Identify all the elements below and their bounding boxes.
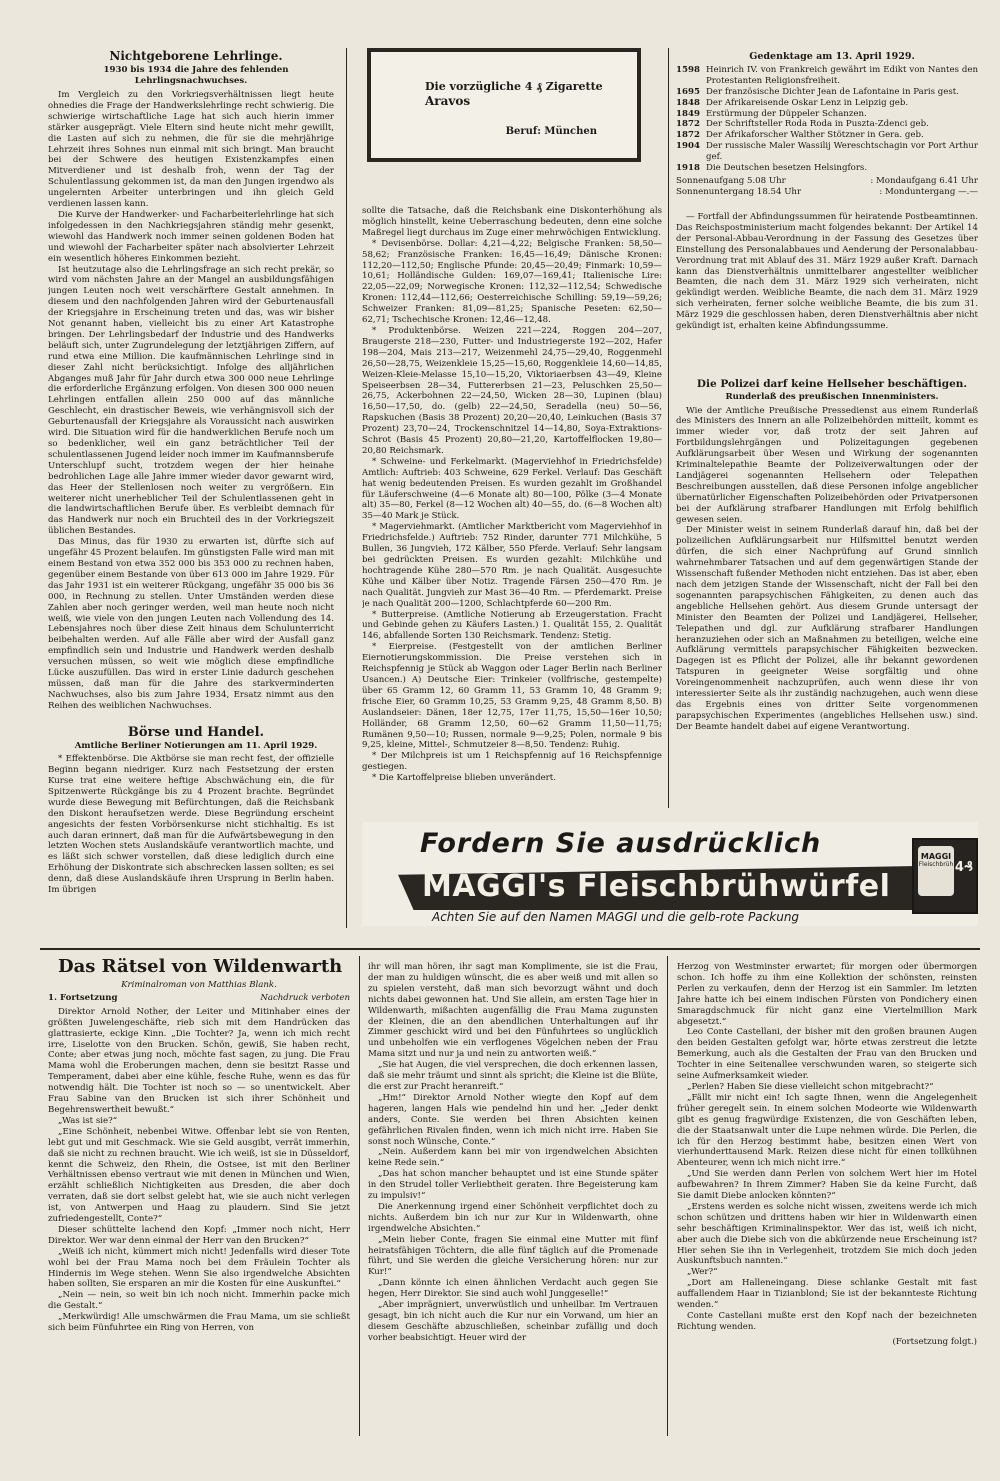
- article-polizei-title: Die Polizei darf keine Hellseher beschäftigen.: [696, 378, 968, 390]
- novel-paragraph: „Dann könnte ich einen ähnlichen Verdacht auch gegen Sie hegen, Herr Direktor. Sie sind auch wohl Junggeselle!“: [368, 1278, 658, 1300]
- novel-paragraph: „Weiß ich nicht, kümmert mich nicht! Jedenfalls wird dieser Tote wohl bei der Frau Mama noch bei dem Fräulein Tochter als Hindernis im Wege stehen. Wenn Sie also irgendwelche Absichten haben sollten, Sie ersparen an mir die Kosten für eine Auskunftei.“: [48, 1246, 350, 1290]
- market-report-column: [362, 206, 662, 806]
- novel-paragraph: Dieser schüttelte lachend den Kopf: „Immer noch nicht, Herr Direktor. Wer war denn einmal der Herr van den Brucken?“: [48, 1224, 350, 1246]
- novel-title: Das Rätsel von Wildenwarth: [58, 956, 343, 977]
- market-milch: * Der Milchpreis ist um 1 Reichspfennig auf 16 Reichspfennige gestiegen.: [362, 751, 662, 773]
- novel-paragraph: „Dort am Halleneingang. Diese schlanke Gestalt mit fast auffallendem Haar in Tizianblond; Sie ist der bekannteste Richtung wenden.“: [677, 1278, 977, 1311]
- novel-paragraph: „Wer?“: [687, 1267, 718, 1278]
- novel-meta: [48, 993, 350, 1004]
- article-boerse-title: Börse und Handel.: [127, 724, 265, 740]
- article-polizei-paragraph: Wie der Amtliche Preußische Pressedienst aus einem Runderlaß des Ministers des Innern an alle Polizeibehörden mitteilt, kommt es immer wieder vor, daß trotz der seit Jahren auf Fortbildungslehrgängen und Polizeitagungen gegebenen Aufklärungsarbeit über Wesen und Wirkung der sogenannten Kriminaltelepathie Beamte der Polizeiverwaltungen oder der Landjägerei sogenannten Hellsehern oder Telepathen Beschreibungen ausstellen, daß diese Personen infolge angeblicher übernatürlicher Eigenschaften Polizeibehörden oder Privatpersonen bei der Aufklärung strafbarer Handlungen mit Erfolg behilflich gewesen seien.: [676, 405, 978, 525]
- sun-times: [676, 176, 978, 187]
- maggi-ad-headline: Fordern Sie ausdrücklich: [420, 828, 822, 859]
- aravos-ad: [367, 48, 641, 162]
- article-polizei-paragraph: Der Minister weist in seinem Runderlaß darauf hin, daß bei der polizeilichen Aufklärungsarbeit nur Hilfsmittel benutzt werden dürfen, die sich einer Nachprüfung auf Grund sinnlich wahrnehmbarer Tatsachen und auf dem gegenwärtigen Stande der Wissenschaft fußender Methoden nicht entziehen. Das ist aber, eben nach dem jetzigen Stande der Wissenschaft, nicht der Fall bei den sogenannten parapsychischen Fähigkeiten, zu denen auch das angebliche Hellsehen gehört. Aus diesem Grunde untersagt der Minister den Beamten der Polizei und Landjägerei, Hellseher, Telepathen und dgl. zur Aufklärung strafbarer Handlungen heranzuziehen oder sich an Maßnahmen zu beteiligen, welche eine Aufklärung vermittels parapsychischer Fähigkeiten bezwecken. Dagegen ist es Pflicht der Polizei, alle ihr bekannt gewordenen Tatspuren in geeigneter Weise sorgfältig und ohne Voreingenommenheit nachzuprüfen, auch wenn diese ihr von interessierter Seite als ihr zuständig nachzugehen, auch wenn diese das Ergebnis eines von dritter Seite vorgenommenen parapsychischen Experimentes (angebliches Hellsehen usw.) sind. Der Beamte handelt dabei auf eigene Verantwortung.: [676, 525, 978, 732]
- article-lehrlinge-subtitle: 1930 bis 1934 die Jahre des fehlenden Lehrlingsnachwuchses.: [103, 65, 289, 86]
- novel-byline: Kriminalroman von Matthias Blank.: [121, 980, 277, 990]
- market-eier: * Eierpreise. (Festgestellt von der amtlichen Berliner Eiernotierungskommission. Die Preise verstehen sich in Reichspfennig je Stück ab Waggon oder Lager Berlin nach Berliner Usancen.) A) Deutsche Eier: Trinkeier (vollfrische, gestempelte) über 65 Gramm 12, 60 Gramm 11, 53 Gramm 10, 48 Gramm 9; frische Eier, 60 Gramm 10,25, 53 Gramm 9,25, 48 Gramm 8,50. B) Auslandseier: Dänen, 18er 12,75, 17er 11,75, 15,50—16er 10,50; Holländer, 68 Gramm 12,50, 60—62 Gramm 11,50—11,75; Rumänen 9,50—10; Russen, normale 9—9,25; Polen, normale 9 bis 9,25, kleine, Mittel-, Schmutzeier 8—8,50. Tendenz: Ruhig.: [362, 642, 662, 751]
- novel-paragraph: „Nein. Außerdem kann bei mir von irgendwelchen Absichten keine Rede sein.“: [368, 1147, 658, 1169]
- novel-column-1: [48, 956, 350, 1441]
- gedenktage-item: 1849 Erstürmung der Düppeler Schanzen.: [676, 108, 867, 119]
- novel-paragraph: Die Anerkennung irgend einer Schönheit verpflichtet doch zu nichts. Außerdem bin ich nur zur Kur in Wildenwarth, ohne irgendwelche Absichten.“: [368, 1201, 658, 1234]
- aravos-ad-origin: Beruf: München: [505, 126, 597, 137]
- novel-paragraph: „Aber imprägniert, unverwüstlich und unheilbar. Im Vertrauen gesagt, bin ich nicht auch die Kur nur ein Vorwand, um hier an diesem Geschäfte abzuschließen, scheinbar zufällig und doch vorher beabsichtigt. Heuer wird der: [368, 1300, 658, 1343]
- aravos-ad-headline: Die vorzügliche 4 ₰ Zigarette: [425, 80, 603, 93]
- gedenktage-item: 1872 Der Schriftsteller Roda Roda in Puszta-Zdenci geb.: [676, 119, 929, 130]
- moonrise: : Mondaufgang 6.41 Uhr: [870, 175, 978, 186]
- gedenktage-column: [676, 52, 978, 212]
- novel-paragraph: „Das hat schon mancher behauptet und ist eine Stunde später in den Strudel toller Verliebtheit geraten. Ihre Begeisterung kam zu impulsiv!“: [368, 1169, 658, 1202]
- maggi-ad-brand: MAGGI's Fleischbrühwürfel: [422, 869, 891, 904]
- novel-column-3: [677, 962, 977, 1440]
- article-lehrlinge-paragraph: Ist heutzutage also die Lehrlingsfrage an sich recht prekär, so wird vom nächsten Jahre an der Mangel an ausbildungsfähigen jungen Leuten noch weit verschärftere Gestalt annehmen. In diesem und den nachfolgenden Jahren wird der Geburtenausfall der Kriegsjahre in Erscheinung treten und das, was wir bisher Not genannt haben, vielleicht bis zu einer Art Katastrophe bringen. Der Lehrlingsbedarf der Industrie und des Handwerks beläuft sich, unter Zugrundelegung der letztjährigen Ziffern, auf rund etwa eine Million. Die kaufmännischen Lehrlinge sind in dieser Zahl nicht berücksichtigt. Infolge des alljährlichen Abganges muß Jahr für Jahr durch etwa 300 000 neue Lehrlinge die erforderliche Ergänzung erfolgen. Von diesen 300 000 neuen Lehrlingen entfallen allein 250 000 auf das männliche Geschlecht, ein drastischer Beweis, wie verhängnisvoll sich der Geburtenausfall der Kriegsjahre als Voraussicht nach auswirken wird. Die Situation wird für die handwerklichen Berufe noch um so bedenklicher, weil ein ganz beträchtlicher Teil der schulentlassenen Jugend leider noch immer im Kaufmannsberufe Unterschlupf sucht, trotzdem wegen der hier heinahe bedrohlichen Lage alle Jahre immer wieder davor gewarnt wird, das Heer der Stellenlosen noch weiter zu vergrößern. Ein weiterer nicht unerheblicher Teil der Schulentlassenen geht in die landwirtschaftlichen Berufe über. Es verbleibt demnach für das Handwerk nur noch ein Bruchteil des in der Vorkriegszeit üblichen Bestandes.: [48, 264, 334, 537]
- gedenktage-item: 1695 Der französische Dichter Jean de Lafontaine in Paris gest.: [676, 86, 959, 97]
- novel-paragraph: „Sie hat Augen, die viel versprechen, die doch erkennen lassen, daß sie mehr träumt und sinnt als spricht; die Kleine ist die Blüte, die erst zur Pracht heranreift.“: [368, 1060, 658, 1092]
- market-schweine: * Schweine- und Ferkelmarkt. (Magerviehhof in Friedrichsfelde) Amtlich: Auftrieb: 403 Schweine, 629 Ferkel. Verlauf: Das Geschäft hat wenig bedeutenden Preisen. Es wurden gezahlt im Großhandel für Läuferschweine (4—6 Monate alt) 80—100, Pölke (3—4 Monate alt) 35—80, Ferkel (8—12 Wochen alt) 40—55, do. (6—8 Wochen alt) 35—40 Mark je Stück.: [362, 456, 662, 522]
- novel-paragraph: „Mein lieber Conte, fragen Sie einmal eine Mutter mit fünf heiratsfähigen Töchtern, die alle fünf täglich auf die Promenade führt, und Sie werden die gleiche Versicherung hören: nur zur Kur!“: [368, 1234, 658, 1278]
- column-divider: [346, 48, 347, 928]
- aravos-ad-brand: Aravos: [425, 94, 471, 108]
- novel-paragraph: „Hm!“ Direktor Arnold Nother wiegte den Kopf auf dem hageren, langen Hals wie pendelnd hin und her. „Jeder denkt anders, Conte. Sie werden bei Ihren Absichten keinen gefährlichen Rivalen finden, wenn ich mich nicht irre. Haben Sie sonst noch Wünsche, Conte.“: [368, 1092, 658, 1147]
- article-lehrlinge-paragraph: Die Kurve der Handwerker- und Facharbeiterlehrlinge hat sich infolgedessen in den Nachkriegsjahren ständig mehr gesenkt, wiewohl das Handwerk noch immer seinen goldenen Boden hat und wiewohl der Facharbeiter später nach absolvierter Lehrzeit ein wesentlich höheres Einkommen bezieht.: [48, 209, 334, 264]
- maggi-pack-brand: MAGGI: [920, 852, 952, 861]
- maggi-pack: [912, 838, 978, 914]
- novel-column-2: [368, 962, 658, 1440]
- novel-paragraph: „Perlen? Haben Sie diese vielleicht schon mitgebracht?“: [687, 1081, 934, 1092]
- gedenktage-item: 1598 Heinrich IV. von Frankreich gewährt im Edikt von Nantes den Protestanten Religionsfreiheit.: [676, 64, 978, 86]
- gedenktage-item: 1918 Die Deutschen besetzen Helsingfors.: [676, 163, 868, 174]
- novel-paragraph: Leo Conte Castellani, der bisher mit den großen braunen Augen den beiden Gestalten gefolgt war, hörte etwas zerstreut die letzte Bemerkung, auch als die Gestalten der Frau van den Brucken und Tochter in eine Seitenallee verschwunden waren, so steigerte sich seine Aufmerksamkeit wieder.: [677, 1027, 977, 1082]
- sun-times: [676, 187, 978, 198]
- maggi-pack-price: 4₰: [954, 860, 973, 875]
- market-kartoffel: * Die Kartoffelpreise blieben unverändert.: [372, 773, 556, 784]
- novel-paragraph: „Und Sie werden dann Perlen von solchem Wert hier im Hotel aufbewahren? In Ihrem Zimmer? Haben Sie da keine Furcht, daß Sie damit Diebe anlocken könnten?“: [677, 1169, 977, 1202]
- novel-paragraph: Direktor Arnold Nother, der Leiter und Mitinhaber eines der größten Juwelengeschäfte, rieb sich mit dem Handrücken das glattrasierte, eckige Kinn. „Die Tochter? Ja, wenn ich mich recht irre, Liselotte von den Brucken. Schön, gewiß, Sie haben recht, Conte; aber etwas jung noch, möchte fast sagen, zu jung. Die Frau Mama wohl die Eroberungen machen, denn sie besitzt Rasse und Temperament, dabei aber eine kühle, fesche Ruhe, wenn es das für notwendig hält. Die Tochter ist noch so — so unentwickelt. Aber Frau Sabine van den Brucken ist sich ihrer Schönheit und Begehrenswertheit bewußt.“: [48, 1006, 350, 1115]
- novel-paragraph: Conte Castellani mußte erst den Kopf nach der bezeichneten Richtung wenden.: [677, 1311, 977, 1332]
- maggi-pack-label: [918, 846, 954, 896]
- section-divider: [40, 948, 980, 950]
- maggi-ad-note: Achten Sie auf den Namen MAGGI und die gelb-rote Packung: [432, 910, 800, 924]
- market-butter: * Butterpreise. (Amtliche Notierung ab Erzeugerstation. Fracht und Gebinde gehen zu Käufers Lasten.) 1. Qualität 155, 2. Qualität 146, abfallende Sorten 130 Reichsmark. Tendenz: Stetig.: [362, 609, 662, 642]
- maggi-pack-sub: Fleischbrüh: [918, 861, 954, 868]
- postbeamtinnen-notice: [676, 212, 978, 362]
- notice-paragraph: — Fortfall der Abfindungssummen für heiratende Postbeamtinnen. Das Reichspostministerium macht folgendes bekannt: Der Artikel 14 der Personal-Abbau-Verordnung in der Fassung des Gesetzes über Einstellung des Personalabbaues und Aenderung der Personalabbau-Verordnung trat mit Ablauf des 31. März 1929 außer Kraft. Darnach kann das Dienstverhältnis unmittelbarer angestellter weiblicher Beamten, die nach dem 31. März 1929 sich verheiraten, nicht gekündigt werden. Weibliche Beamte, die nach dem 31. März 1929 sich verheiraten, ferner solche weibliche Beamte, die bis zum 31. März 1929 die geschlossen haben, deren Dienstverhältnis aber nicht gekündigt ist, erhalten keine Abfindungssumme.: [676, 212, 978, 332]
- gedenktage-item: 1848 Der Afrikareisende Oskar Lenz in Leipzig geb.: [676, 97, 909, 108]
- novel-installment: 1. Fortsetzung: [48, 992, 118, 1003]
- column-divider: [668, 48, 669, 808]
- moonset: : Monduntergang —.—: [879, 186, 978, 197]
- novel-paragraph: ihr will man hören, ihr sagt man Komplimente, sie ist die Frau, der man zu huldigen wünscht, die es aber weiß und mit allen so zu spielen versteht, daß man sich bevorzugt wähnt und doch nichts dabei gewonnen hat. Und Sie allein, am ersten Tage hier in Wildenwarth, mißachten augenfällig die Frau Mama zugunsten der Kleinen, die an den abendlichen Unterhaltungen auf ihr Zimmer geschickt wird und bei den Fünfuhrtees so unglücklich und unbeholfen wie ein verflogenes Vögelchen neben der Frau Mama sitzt und nur ja und nein zu antworten weiß.“: [368, 962, 658, 1060]
- novel-paragraph: Herzog von Westminster erwartet; für morgen oder übermorgen schon. Ich hoffe zu ihm eine Kollektion der schönsten, reinsten Perlen zu verkaufen, denn der Herzog ist ein Sammler. Im letzten Jahre hatte ich bei einem indischen Fürsten von Pondichery einen Smaragdschmuck für nicht ganz eine Viertelmillion Mark abgesetzt.“: [677, 962, 977, 1027]
- market-devisen: * Devisenbörse. Dollar: 4,21—4,22; Belgische Franken: 58,50—58,62; Französische Franken: 16,45—16,49; Dänische Kronen: 112,20—112,50; Englische Pfunde: 20,45—20,49; Finmark: 10,59—10,61; Holländische Gulden: 169,07—169,41; Italienische Lire: 22,05—22,09; Norwegische Kronen: 112,32—112,54; Schwedische Kronen: 112,44—112,66; Oesterreichische Schilling: 59,19—59,26; Schweizer Franken: 81,09—81,25; Spanische Peseten: 62,50—62,71; Tschechische Kronen: 12,46—12,48.: [362, 238, 662, 326]
- article-polizei-column: [676, 378, 978, 808]
- novel-paragraph: „Fällt mir nicht ein! Ich sagte Ihnen, wenn die Angelegenheit früher geregelt sein. In einem solchen Modeorte wie Wildenwarth gibt es genug fragwürdige Existenzen, die von Geschäften leben, die der Staatsanwalt unter die Lupe nehmen würde. Die Perlen, die ich für den Herzog bestimmt habe, besitzen einen Wert von vierhunderttausend Mark. Reizen diese nicht für einen tollkühnen Abenteurer, wenn ich mich nicht irre.“: [677, 1092, 977, 1169]
- novel-paragraph: „Merkwürdig! Alle umschwärmen die Frau Mama, um sie schließt sich beim Fünfuhrtee ein Ring von Herren, von: [48, 1312, 350, 1334]
- maggi-ad: [362, 822, 978, 926]
- novel-paragraph: „Eine Schönheit, nebenbei Witwe. Offenbar lebt sie von Renten, lebt gut und mit Geschmack. Wie sie Geld ausgibt, verrät immerhin, daß sie nicht zu rechnen braucht. Wie ich weiß, ist sie in Düsseldorf, kennt die Schweiz, den Rhein, die Ostsee, ist mit den Berliner Verhältnissen ebenso vertraut wie mit denen in München und Wien, erzählt schließlich Nichtigkeiten aus Dresden, die aber doch verraten, daß sie dort selbst gelebt hat, wie sie auch nicht verlegen ist, von Antwerpen und Haag zu plaudern. Sind Sie jetzt zufriedengestellt, Conte?“: [48, 1126, 350, 1225]
- gedenktage-title: Gedenktage am 13. April 1929.: [749, 52, 915, 62]
- column-divider: [667, 956, 668, 1436]
- article-lehrlinge-paragraph: Das Minus, das für 1930 zu erwarten ist, dürfte sich auf ungefähr 45 Prozent belaufen. Im günstigsten Falle wird man mit einem Bestand von etwa 352 000 bis 353 000 zu rechnen haben, gegenüber einem Bestande von über 613 000 im Jahre 1929. Für das Jahr 1931 ist ein weiterer Rückgang, ungefähr 35 000 bis 36 000, in Rechnung zu stellen. Unter Umständen werden diese Zahlen aber noch geringer werden, weil man heute noch nicht weiß, wie viele von den jungen Leuten nach Vollendung des 14. Lebensjahres noch über diese Zeit hinaus dem Schulunterricht beibehalten werden. Auf alle Fälle aber wird der Ausfall ganz empfindlich sein und Industrie und Handwerk werden deshalb versuchen müssen, so weit wie möglich diese empfindliche Lücke auszufüllen. Das wird in erster Linie dadurch geschehen müssen, daß man für die Jahre des starkverminderten Nachwuchses, also bis zum Jahre 1934, Ersatz nimmt aus den Reihen des weiblichen Nachwuchses.: [48, 537, 334, 711]
- article-boerse-subtitle: Amtliche Berliner Notierungen am 11. April 1929.: [74, 740, 318, 751]
- market-magervieh: * Magerviehmarkt. (Amtlicher Marktbericht vom Magerviehhof in Friedrichsfelde.) Auftrieb: 752 Rinder, darunter 771 Milchkühe, 5 Bullen, 36 Jungvieh, 172 Kälber, 550 Pferde. Verlauf: Sehr langsam bei gedrückten Preisen. Es wurden gezahlt: Milchkühe und hochtragende Kühe 280—570 Rm. je nach Qualität. Ausgesuchte Kühe und Kälber über Notiz. Tragende Färsen 250—470 Rm. je nach Qualität. Jungvieh zur Mast 36—40 Rm. — Pferdemarkt. Preise je nach Qualität 200—1200, Schlachtpferde 60—200 Rm.: [362, 522, 662, 609]
- article-lehrlinge-title: Nichtgeborene Lehrlinge.: [109, 50, 283, 63]
- gedenktage-item: 1872 Der Afrikaforscher Walther Stötzner in Gera. geb.: [676, 130, 924, 141]
- novel-paragraph: „Erstens werden es solche nicht wissen, zweitens werde ich mich schon schützen und drittens haben wir hier in Wildenwarth einen sehr beschäftigen Kriminalinspektor. Wer das ist, weiß ich nicht, aber auch die Diebe sich von die abkürzende neue Erscheinung ist? Hier sehen Sie ihn in Verlegenheit, trotzdem Sie mich doch jeden Auskunftsbuch nannten.“: [677, 1201, 977, 1267]
- article-lehrlinge-column: [48, 50, 334, 930]
- gedenktage-item: 1904 Der russische Maler Wassilij Wereschtschagin vor Port Arthur gef.: [676, 141, 978, 163]
- market-produkten: * Produktenbörse. Weizen 221—224, Roggen 204—207, Braugerste 218—230, Futter- und Industriegerste 192—202, Hafer 198—204, Mais 213—217, Weizenmehl 24,75—29,40, Roggenmehl 26,50—28,75, Weizenkleie 15,25—15,60, Roggenkleie 14,60—14,85, Weizen-Kleie-Melasse 15,10—15,20, Viktoriaerbsen 43—49, Kleine Speiseerbsen 28—34, Futtererbsen 21—23, Peluschken 25,50—26,75, Ackerbohnen 22—24,50, Wicken 28—30, Lupinen (blau) 16,50—17,50, do. (gelb) 22—24,50, Seradella (neu) 50—56, Rapskuchen (Basis 38 Prozent) 20,20—20,40, Leinkuchen (Basis 37 Prozent) 23,70—24, Trockenschnitzel 14—14,80, Soya-Extraktions-Schrot (Basis 45 Prozent) 20,80—21,20, Kartoffelflocken 19,80—20,80 Reichsmark.: [362, 325, 662, 456]
- column-divider: [359, 956, 360, 1436]
- sunset: Sonnenuntergang 18.54 Uhr: [676, 186, 802, 197]
- novel-paragraph: „Was ist sie?“: [58, 1115, 118, 1126]
- article-boerse-paragraph: * Effektenbörse. Die Aktbörse sie man recht fest, der offizielle Beginn begann niedriger. Kurz nach Festsetzung der ersten Kurse trat eine weitere heftige Abschwächung ein, die für Spitzenwerte Rückgänge bis zu 4 Prozent brachte. Begründet wurde diese Bewegung mit Befürchtungen, daß die Reichsbank den Diskont heraufsetzen werde. Diese Begründung erscheint angesichts der festen Vorbörsenkurse nicht stichhaltig. Es ist auch daran erinnert, daß man für die Aufwärtsbewegung in den letzten Wochen stets Auslandskäufe verantwortlich machte, und es läßt sich schwer vorstellen, daß diese lediglich durch eine Erhöhung der Diskontrate sich abschrecken lassen sollten; es sei denn, daß diese Auslandskäufe ihren Ursprung in Berlin haben. Im übrigen: [48, 754, 334, 896]
- novel-continued-note: (Fortsetzung folgt.): [892, 1336, 977, 1347]
- gedenktage-list: [676, 65, 978, 174]
- article-lehrlinge-paragraph: Im Vergleich zu den Vorkriegsverhältnissen liegt heute ohnedies die Frage der Handwerkslehrlinge recht schwierig. Die schwierige wirtschaftliche Lage hat sich auch hierin immer stärker ausgeprägt. Viele Eltern sind heute nicht mehr gewillt, die Lasten auf sich zu nehmen, die für sie die mehrjährige Lehrzeit ihres Sohnes nun einmal mit sich bringt. Man braucht bei der Schwere des heutigen Existenzkampfes einen Mitverdiener und ist deshalb froh, wenn der Tag der Schulentlassung gekommen ist, da man den Jungen irgendwo als ungelernten Arbeiter unterbringen und ihn gleich Geld verdienen lassen kann.: [48, 90, 334, 210]
- article-polizei-subtitle: Runderlaß des preußischen Innenministers.: [725, 392, 939, 402]
- market-paragraph: sollte die Tatsache, daß die Reichsbank eine Diskonterhöhung als möglich hinstellt, keine Ueberraschung bedeuten, denn eine solche Maßregel liegt durchaus im Zuge einer mehrwöchigen Entwicklung.: [362, 206, 662, 238]
- novel-rights: Nachdruck verboten: [260, 992, 350, 1003]
- novel-paragraph: „Nein — nein, so weit bin ich noch nicht. Immerhin packe mich die Gestalt.“: [48, 1290, 350, 1312]
- sunrise: Sonnenaufgang 5.08 Uhr: [676, 175, 786, 186]
